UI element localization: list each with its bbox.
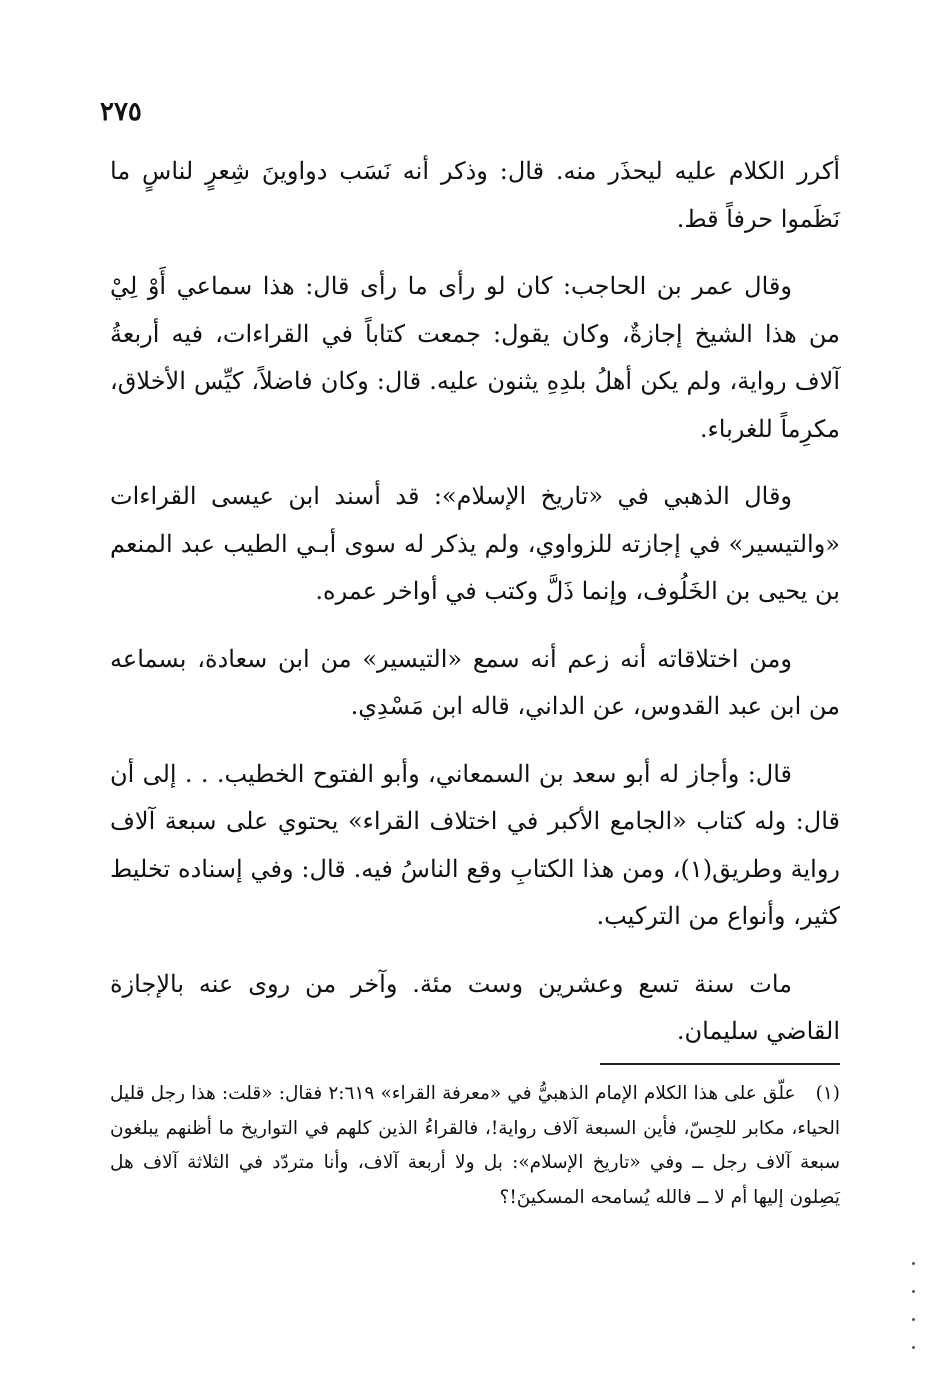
paragraph-3: وقال الذهبي في «تاريخ الإسلام»: قد أسند ابن عيسى القراءات «والتيسير» في إجازته للزواوي، ولم يذكر له سوى أبـي الطيب عبد المنعم بن يحيى بن الخَلُوف، وإنما ذَلَّ وكتب في أواخر عمره. — [110, 482, 840, 605]
page-number: ٢٧٥ — [100, 97, 142, 127]
paragraph-1: أكرر الكلام عليه ليحذَر منه. قال: وذكر أنه نَسَب دواوينَ شِعرٍ لناسٍ ما نَظَموا حرفاً قط. — [110, 157, 840, 233]
scan-speck — [912, 1290, 915, 1293]
paragraph-4: ومن اختلاقاته أنه زعم أنه سمع «التيسير» من ابن سعادة، بسماعه من ابن عبد القدوس، عن الداني، قاله ابن مَسْدِي. — [110, 644, 840, 720]
scan-speck — [912, 1318, 915, 1321]
main-text — [110, 148, 840, 1076]
paragraph-2: وقال عمر بن الحاجب: كان لو رأى ما رأى قال: هذا سماعي أَوْ لِيْ من هذا الشيخ إجازةٌ، وكان يقول: جمعت كتاباً في القراءات، فيه أربعةُ آلاف رواية، ولم يكن أهلُ بلدِهِ يثنون عليه. قال: وكان فاضلاً، كيِّس الأخلاق، مكرِماً للغرباء. — [110, 272, 840, 443]
paragraph-5: قال: وأجاز له أبو سعد بن السمعاني، وأبو الفتوح الخطيب. . . إلى أن قال: وله كتاب «الجامع الأكبر في اختلاف القراء» يحتوي على سبعة آلاف رواية وطريق(١)، ومن هذا الكتابِ وقع الناسُ فيه. قال: وفي إسناده تخليط كثير، وأنواع من التركيب. — [110, 759, 841, 930]
footnote — [110, 1077, 840, 1215]
footnote-marker: (١) — [815, 1083, 840, 1104]
scan-speck — [912, 1262, 915, 1265]
scan-speck — [912, 1346, 915, 1349]
paragraph-6: مات سنة تسع وعشرين وست مئة. وآخر من روى عنه بالإجازة القاضي سليمان. — [110, 969, 840, 1045]
footnote-divider — [600, 1063, 840, 1065]
footnote-text: علّق على هذا الكلام الإمام الذهبيُّ في «معرفة القراء» ٢:٦١٩ فقال: «قلت: هذا رجل قليل الحياء، مكابر للحِسّ، فأين السبعة آلاف رواية!، فالقراءُ الذين كلهم في التواريخ ما أظنهم يبلغون سبعة آلاف رجل ــ وفي «تاريخ الإسلام»: بل ولا أربعة آلاف، وأنا متردّد في الثلاثة آلاف هل يَصِلون إليها أم لا ــ فالله يُسامحه المسكينَ!؟ — [110, 1083, 840, 1208]
